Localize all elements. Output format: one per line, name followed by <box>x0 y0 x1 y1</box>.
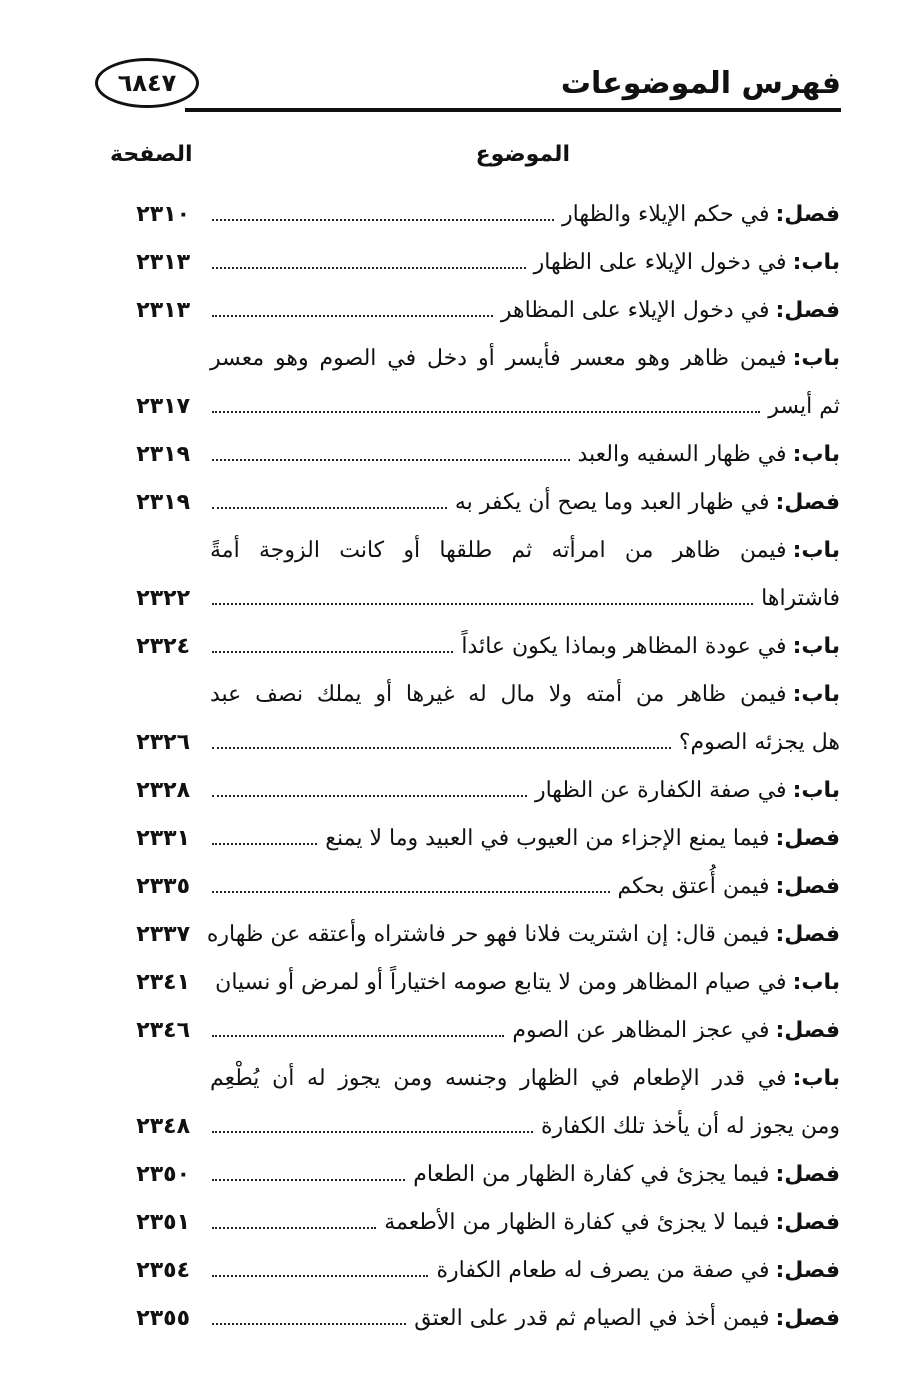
toc-entry-line <box>110 430 840 478</box>
dot-leader <box>212 411 760 413</box>
entry-page-number: ٢٣١٣ <box>136 249 190 275</box>
page-number-badge <box>95 58 199 108</box>
entry-keyword: فصل: <box>775 489 840 515</box>
entry-page-number: ٢٣٤٨ <box>136 1113 190 1139</box>
toc-entry <box>110 814 840 862</box>
entry-page-number: ٢٣٥١ <box>136 1209 190 1235</box>
toc-list <box>110 190 840 1342</box>
toc-entry-line <box>110 766 840 814</box>
entry-keyword: فصل: <box>775 921 840 947</box>
dot-leader <box>212 603 753 605</box>
page-title: فهرس الموضوعات <box>560 66 841 101</box>
entry-keyword: باب: <box>792 777 840 803</box>
entry-page-number: ٢٣٣٧ <box>136 921 190 947</box>
toc-entry-line <box>110 1006 840 1054</box>
entry-text: في ظهار السفيه والعبد <box>577 441 787 467</box>
entry-text: فيمن أُعتق بحكم <box>617 873 770 899</box>
column-headers <box>110 142 840 182</box>
entry-text: فيمن أخذ في الصيام ثم قدر على العتق <box>414 1305 770 1331</box>
toc-entry-line <box>110 1102 840 1150</box>
entry-page-number: ٢٣٢٨ <box>136 777 190 803</box>
entry-text: ومن يجوز له أن يأخذ تلك الكفارة <box>540 1113 840 1139</box>
entry-text: فيمن قال: إن اشتريت فلانا فهو حر فاشتراه وأعتقه عن ظهاره <box>206 921 770 947</box>
entry-text: فيما يمنع الإجزاء من العيوب في العبيد وما لا يمنع <box>325 825 770 851</box>
entry-text: في صيام المظاهر ومن لا يتابع صومه اختياراً أو لمرض أو نسيان <box>215 969 787 995</box>
toc-entry <box>110 1054 840 1150</box>
toc-entry-line <box>110 286 840 334</box>
entry-keyword: باب: <box>792 537 840 563</box>
toc-entry <box>110 286 840 334</box>
toc-entry-line <box>110 1150 840 1198</box>
toc-entry-line <box>110 622 840 670</box>
toc-entry-line <box>110 238 840 286</box>
entry-keyword: فصل: <box>775 1161 840 1187</box>
entry-page-number: ٢٣١٣ <box>136 297 190 323</box>
toc-entry <box>110 238 840 286</box>
entry-keyword: باب: <box>792 345 840 371</box>
entry-page-number: ٢٣٥٥ <box>136 1305 190 1331</box>
entry-page-number: ٢٣١٧ <box>136 393 190 419</box>
toc-entry <box>110 910 840 958</box>
entry-keyword: باب: <box>792 441 840 467</box>
entry-text: فيما لا يجزئ في كفارة الظهار من الأطعمة <box>384 1209 770 1235</box>
dot-leader <box>212 1131 533 1133</box>
entry-page-number: ٢٣٥٤ <box>136 1257 190 1283</box>
entry-page-number: ٢٣٣٥ <box>136 873 190 899</box>
dot-leader <box>212 459 570 461</box>
dot-leader <box>212 1275 428 1277</box>
entry-keyword: باب: <box>792 249 840 275</box>
page-number: ٦٨٤٧ <box>117 69 177 97</box>
toc-entry <box>110 622 840 670</box>
dot-leader <box>212 843 317 845</box>
header-rule <box>185 108 841 112</box>
toc-entry-line <box>110 958 840 1006</box>
dot-leader <box>212 795 527 797</box>
toc-entry-line <box>110 574 840 622</box>
dot-leader <box>212 1323 406 1325</box>
entry-text: في حكم الإيلاء والظهار <box>562 201 770 227</box>
toc-entry <box>110 862 840 910</box>
dot-leader <box>212 507 447 509</box>
entry-keyword: باب: <box>792 633 840 659</box>
entry-keyword: فصل: <box>775 201 840 227</box>
toc-entry-line <box>110 334 840 382</box>
dot-leader <box>212 651 453 653</box>
toc-entry <box>110 1246 840 1294</box>
entry-text: فاشتراها <box>761 585 840 611</box>
dot-leader <box>212 315 493 317</box>
entry-keyword: فصل: <box>775 825 840 851</box>
toc-entry-line <box>110 1246 840 1294</box>
toc-entry <box>110 1294 840 1342</box>
toc-entry <box>110 1198 840 1246</box>
entry-keyword: فصل: <box>775 1017 840 1043</box>
toc-entry <box>110 1006 840 1054</box>
entry-keyword: باب: <box>792 969 840 995</box>
toc-entry-line <box>110 910 840 958</box>
toc-entry-line <box>110 1054 840 1102</box>
column-header-topic: الموضوع <box>475 142 570 167</box>
entry-keyword: باب: <box>792 1065 840 1091</box>
toc-entry <box>110 766 840 814</box>
toc-entry-line <box>110 382 840 430</box>
toc-entry <box>110 526 840 622</box>
entry-page-number: ٢٣١٩ <box>136 441 190 467</box>
column-header-page: الصفحة <box>110 142 193 167</box>
entry-text: فيمن ظاهر من أمته ولا مال له غيرها أو يملك نصف عبد <box>210 681 787 707</box>
entry-text: فيمن ظاهر من امرأته ثم طلقها أو كانت الزوجة أمةً <box>210 537 787 563</box>
entry-text: فيمن ظاهر وهو معسر فأيسر أو دخل في الصوم وهو معسر <box>210 345 787 371</box>
entry-page-number: ٢٣٤١ <box>136 969 190 995</box>
entry-text: في عجز المظاهر عن الصوم <box>512 1017 770 1043</box>
dot-leader <box>212 267 526 269</box>
entry-text: في صفة من يصرف له طعام الكفارة <box>436 1257 770 1283</box>
dot-leader <box>212 219 554 221</box>
entry-keyword: فصل: <box>775 873 840 899</box>
entry-keyword: فصل: <box>775 297 840 323</box>
entry-text: في صفة الكفارة عن الظهار <box>534 777 787 803</box>
entry-text: في دخول الإيلاء على الظهار <box>533 249 787 275</box>
toc-entry <box>110 1150 840 1198</box>
entry-text: في عودة المظاهر وبماذا يكون عائداً <box>461 633 787 659</box>
entry-page-number: ٢٣٥٠ <box>136 1161 190 1187</box>
entry-keyword: فصل: <box>775 1209 840 1235</box>
entry-page-number: ٢٣٢٦ <box>136 729 190 755</box>
entry-text: هل يجزئه الصوم؟ <box>678 729 840 755</box>
toc-entry-line <box>110 526 840 574</box>
toc-entry <box>110 430 840 478</box>
entry-text: فيما يجزئ في كفارة الظهار من الطعام <box>413 1161 770 1187</box>
entry-page-number: ٢٣٢٤ <box>136 633 190 659</box>
entry-page-number: ٢٣٤٦ <box>136 1017 190 1043</box>
entry-text: في ظهار العبد وما يصح أن يكفر به <box>454 489 770 515</box>
page-header <box>95 58 841 116</box>
toc-entry-line <box>110 718 840 766</box>
toc-entry <box>110 670 840 766</box>
dot-leader <box>212 1179 405 1181</box>
entry-page-number: ٢٣٢٢ <box>136 585 190 611</box>
toc-entry-line <box>110 1198 840 1246</box>
toc-entry <box>110 958 840 1006</box>
toc-entry-line <box>110 670 840 718</box>
toc-entry-line <box>110 478 840 526</box>
entry-text: ثم أيسر <box>768 393 840 419</box>
dot-leader <box>212 747 671 749</box>
toc-entry <box>110 334 840 430</box>
toc-entry-line <box>110 1294 840 1342</box>
dot-leader <box>212 1227 376 1229</box>
entry-text: في قدر الإطعام في الظهار وجنسه ومن يجوز له أن يُطْعِم <box>210 1065 787 1091</box>
entry-keyword: فصل: <box>775 1257 840 1283</box>
toc-entry <box>110 478 840 526</box>
entry-keyword: باب: <box>792 681 840 707</box>
toc-entry-line <box>110 190 840 238</box>
toc-entry <box>110 190 840 238</box>
toc-entry-line <box>110 862 840 910</box>
dot-leader <box>212 1035 504 1037</box>
entry-keyword: فصل: <box>775 1305 840 1331</box>
entry-page-number: ٢٣٣١ <box>136 825 190 851</box>
dot-leader <box>212 891 610 893</box>
toc-entry-line <box>110 814 840 862</box>
entry-text: في دخول الإيلاء على المظاهر <box>500 297 770 323</box>
entry-page-number: ٢٣١٩ <box>136 489 190 515</box>
entry-page-number: ٢٣١٠ <box>136 201 190 227</box>
